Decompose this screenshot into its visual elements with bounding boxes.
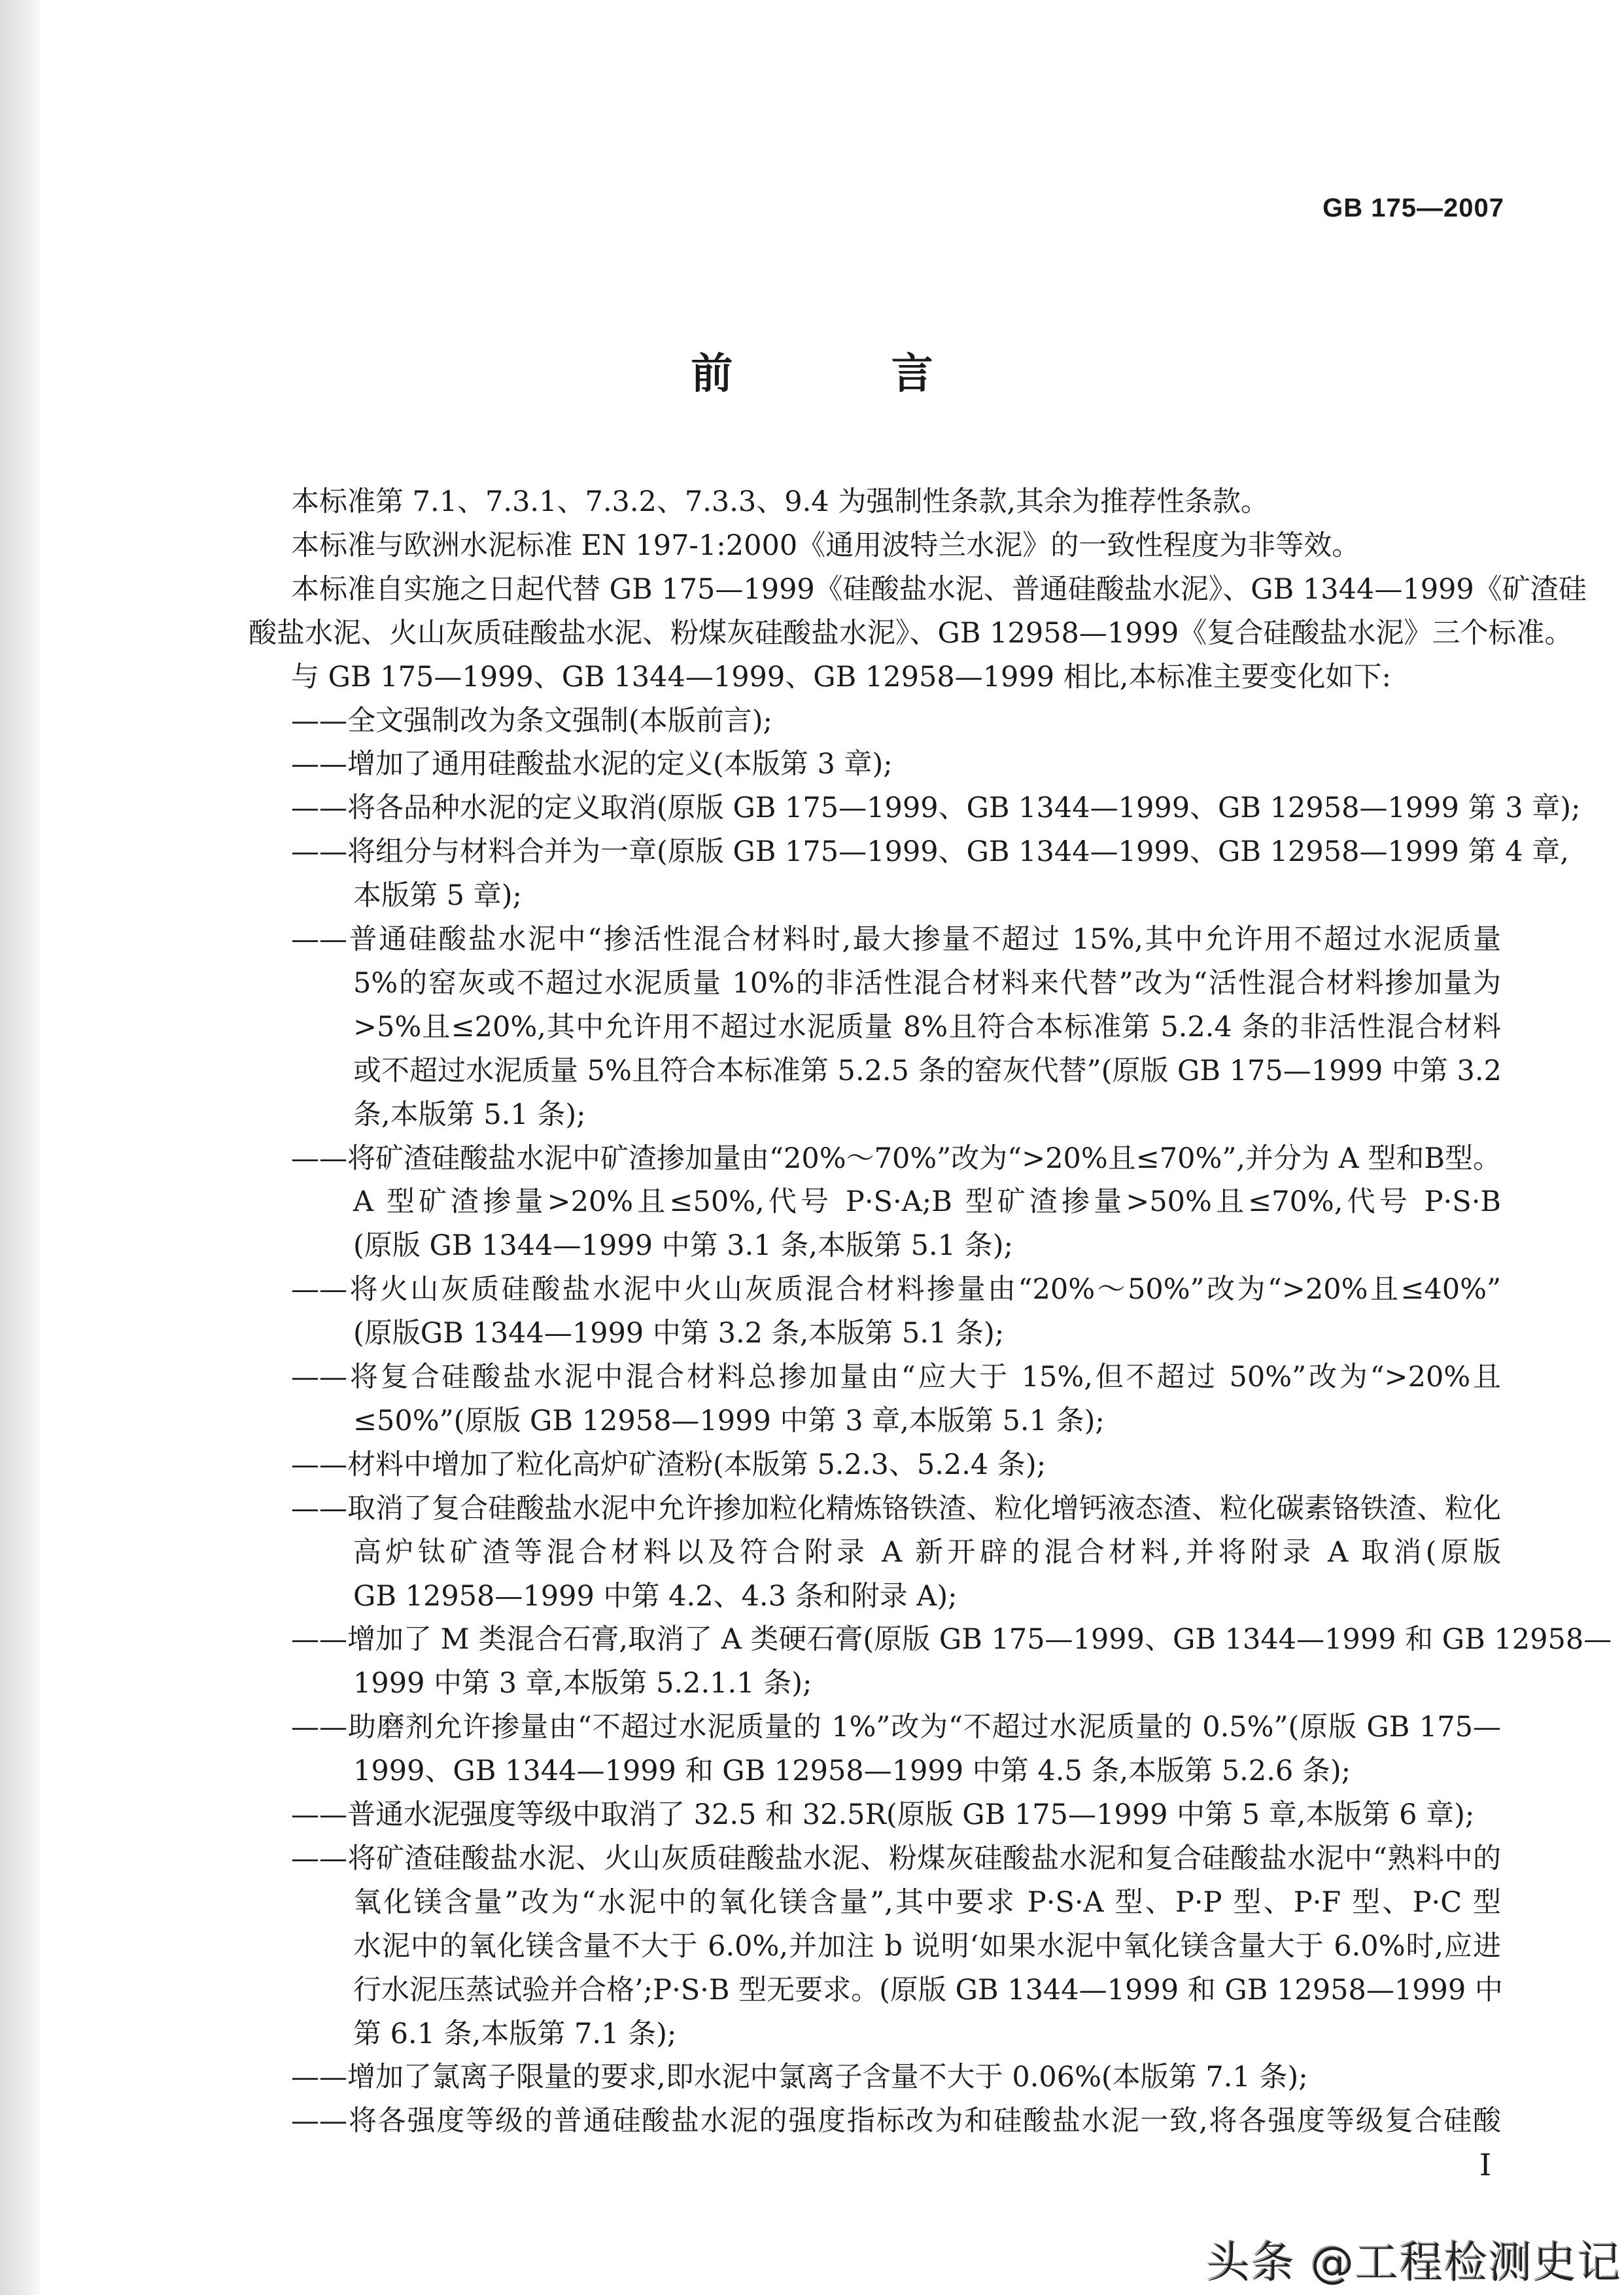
change-item-line: ——普通硅酸盐水泥中“掺活性混合材料时,最大掺量不超过 15%,其中允许用不超过水泥质量 <box>291 923 1501 956</box>
change-item-line: (原版 GB 1344—1999 中第 3.1 条,本版第 5.1 条); <box>353 1229 1013 1263</box>
paragraph-line: 酸盐水泥、火山灰质硅酸盐水泥、粉煤灰硅酸盐水泥》、GB 12958—1999《复合硅酸盐水泥》三个标准。 <box>249 616 1573 650</box>
change-item-line: 氧化镁含量”改为“水泥中的氧化镁含量”,其中要求 P·S·A 型、P·P 型、P·F 型、P·C 型 <box>353 1885 1501 1919</box>
change-item-line: ——全文强制改为条文强制(本版前言); <box>291 704 773 737</box>
change-item-line: ——将矿渣硅酸盐水泥、火山灰质硅酸盐水泥、粉煤灰硅酸盐水泥和复合硅酸盐水泥中“熟料中的 <box>291 1842 1501 1875</box>
paragraph-line: 本标准与欧洲水泥标准 EN 197-1:2000《通用波特兰水泥》的一致性程度为非等效。 <box>291 529 1360 562</box>
change-item-line: 本版第 5 章); <box>353 879 522 913</box>
change-item-line: ——助磨剂允许掺量由“不超过水泥质量的 1%”改为“不超过水泥质量的 0.5%”(原版 GB 175— <box>291 1711 1501 1744</box>
change-item-line: ——取消了复合硅酸盐水泥中允许掺加粒化精炼铬铁渣、粒化增钙液态渣、粒化碳素铬铁渣、粒化 <box>291 1492 1501 1525</box>
change-item-line: ≤50%”(原版 GB 12958—1999 中第 3 章,本版第 5.1 条); <box>353 1404 1105 1437</box>
change-item-line: 高炉钛矿渣等混合材料以及符合附录 A 新开辟的混合材料,并将附录 A 取消(原版 <box>353 1535 1501 1569</box>
change-item-line: 第 6.1 条,本版第 7.1 条); <box>353 2017 677 2050</box>
page-number: I <box>1479 2147 1492 2182</box>
change-item-line: ——将火山灰质硅酸盐水泥中火山灰质混合材料掺量由“20%～50%”改为“>20%且≤40%” <box>291 1273 1501 1306</box>
change-item-line: ——将组分与材料合并为一章(原版 GB 175—1999、GB 1344—1999、GB 12958—1999 第 4 章, <box>291 835 1569 869</box>
change-item-line: ——增加了氯离子限量的要求,即水泥中氯离子含量不大于 0.06%(本版第 7.1 条); <box>291 2061 1308 2094</box>
change-item-line: >5%且≤20%,其中允许用不超过水泥质量 8%且符合本标准第 5.2.4 条的非活性混合材料 <box>353 1010 1501 1043</box>
change-item-line: A 型矿渣掺量>20%且≤50%,代号 P·S·A;B 型矿渣掺量>50%且≤70%,代号 P·S·B <box>353 1185 1501 1219</box>
change-item-line: ——增加了通用硅酸盐水泥的定义(本版第 3 章); <box>291 748 893 781</box>
paragraph-line: 本标准自实施之日起代替 GB 175—1999《硅酸盐水泥、普通硅酸盐水泥》、GB 1344—1999《矿渣硅 <box>291 572 1587 606</box>
change-item-line: ——将矿渣硅酸盐水泥中矿渣掺加量由“20%～70%”改为“>20%且≤70%”,并分为 A 型和B型。 <box>291 1142 1501 1175</box>
change-item-line: ——材料中增加了粒化高炉矿渣粉(本版第 5.2.3、5.2.4 条); <box>291 1448 1046 1481</box>
change-item-line: 行水泥压蒸试验并合格’;P·S·B 型无要求。(原版 GB 1344—1999 和 GB 12958—1999 中 <box>353 1973 1503 2006</box>
change-item-line: 1999 中第 3 章,本版第 5.2.1.1 条); <box>353 1667 812 1700</box>
change-item-line: ——普通水泥强度等级中取消了 32.5 和 32.5R(原版 GB 175—1999 中第 5 章,本版第 6 章); <box>291 1798 1475 1831</box>
paragraph-line: 与 GB 175—1999、GB 1344—1999、GB 12958—1999 相比,本标准主要变化如下: <box>291 660 1391 693</box>
page-title: 前 言 <box>691 349 1005 398</box>
change-item-line: GB 12958—1999 中第 4.2、4.3 条和附录 A); <box>353 1579 958 1613</box>
change-item-line: ——增加了 M 类混合石膏,取消了 A 类硬石膏(原版 GB 175—1999、GB 1344—1999 和 GB 12958— <box>291 1623 1612 1656</box>
change-item-line: 或不超过水泥质量 5%且符合本标准第 5.2.5 条的窑灰代替”(原版 GB 175—1999 中第 3.2 <box>353 1054 1502 1087</box>
change-item-line: 条,本版第 5.1 条); <box>353 1098 586 1131</box>
paragraph-line: 本标准第 7.1、7.3.1、7.3.2、7.3.3、9.4 为强制性条款,其余为推荐性条款。 <box>291 485 1270 518</box>
change-item-line: ——将复合硅酸盐水泥中混合材料总掺加量由“应大于 15%,但不超过 50%”改为“>20%且 <box>291 1361 1501 1393</box>
change-item-line: 5%的窑灰或不超过水泥质量 10%的非活性混合材料来代替”改为“活性混合材料掺加量为 <box>353 966 1501 1000</box>
watermark: 头条 @工程检测史记 <box>1207 2237 1622 2288</box>
change-item-line: 1999、GB 1344—1999 和 GB 12958—1999 中第 4.5 条,本版第 5.2.6 条); <box>353 1755 1351 1788</box>
standard-code-header: GB 175—2007 <box>1322 194 1504 222</box>
change-item-line: ——将各强度等级的普通硅酸盐水泥的强度指标改为和硅酸盐水泥一致,将各强度等级复合硅酸 <box>291 2105 1501 2138</box>
change-item-line: 水泥中的氧化镁含量不大于 6.0%,并加注 b 说明‘如果水泥中氧化镁含量大于 6.0%时,应进 <box>353 1929 1501 1963</box>
change-item-line: (原版GB 1344—1999 中第 3.2 条,本版第 5.1 条); <box>353 1317 1005 1350</box>
change-item-line: ——将各品种水泥的定义取消(原版 GB 175—1999、GB 1344—1999、GB 12958—1999 第 3 章); <box>291 792 1581 825</box>
